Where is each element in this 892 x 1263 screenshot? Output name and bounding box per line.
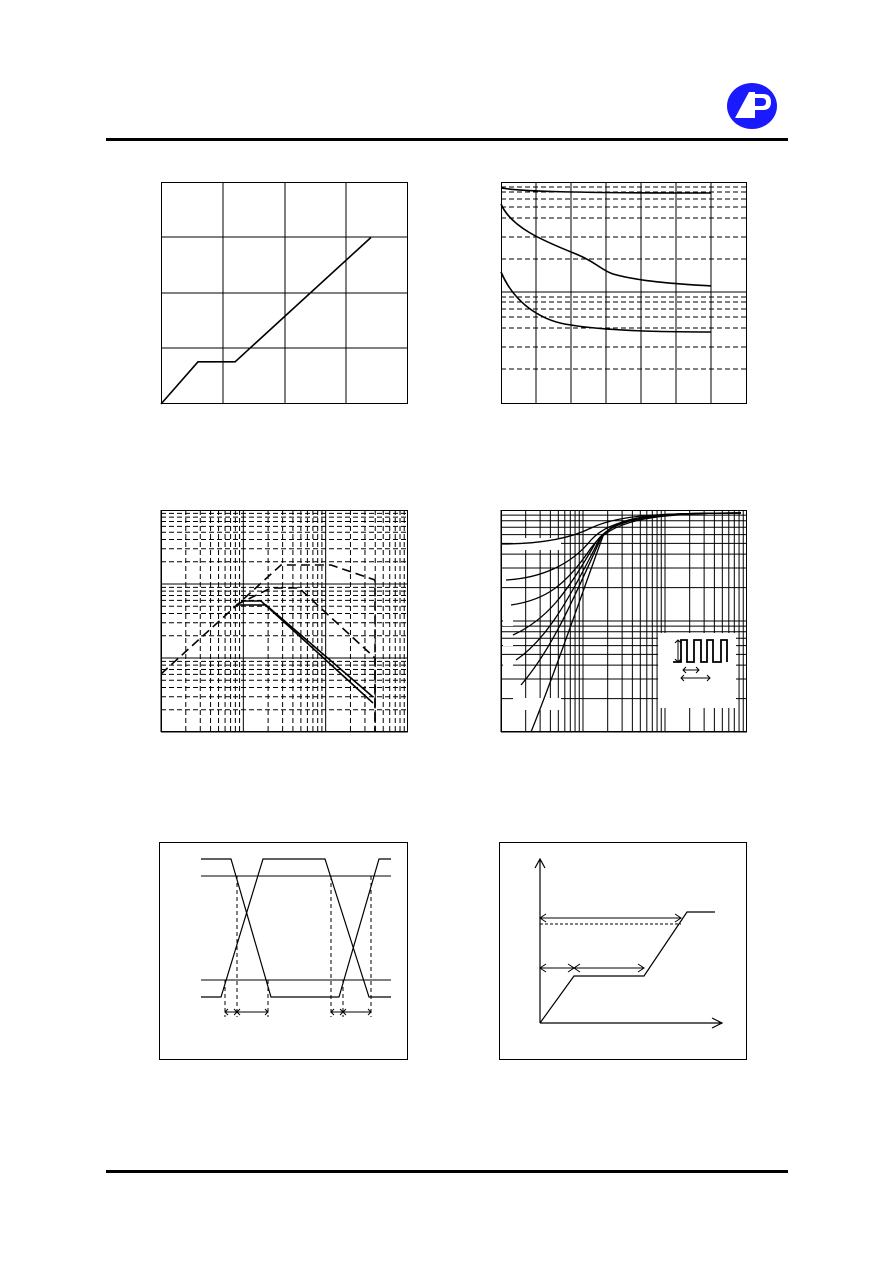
figure-3-series-3	[236, 605, 373, 697]
figure-1-series-line	[161, 238, 371, 405]
figure-4-transient-chart	[501, 510, 747, 732]
figure-3-log-log-chart	[161, 510, 408, 732]
figure-5-waveform-a	[201, 859, 391, 997]
company-logo-icon	[725, 82, 779, 130]
header-rule	[106, 138, 788, 141]
figure-4-series-4	[513, 513, 741, 635]
figure-6-y-axis	[535, 859, 545, 1023]
figure-6-timing-sequence	[499, 842, 747, 1060]
figure-5-switching-waveform	[159, 842, 408, 1060]
figure-1-linear-chart	[161, 182, 408, 404]
figure-6-x-axis	[540, 1018, 722, 1028]
footer-rule	[106, 1170, 788, 1173]
figure-3-series-2	[236, 588, 375, 732]
figure-2-log-chart	[501, 182, 747, 404]
